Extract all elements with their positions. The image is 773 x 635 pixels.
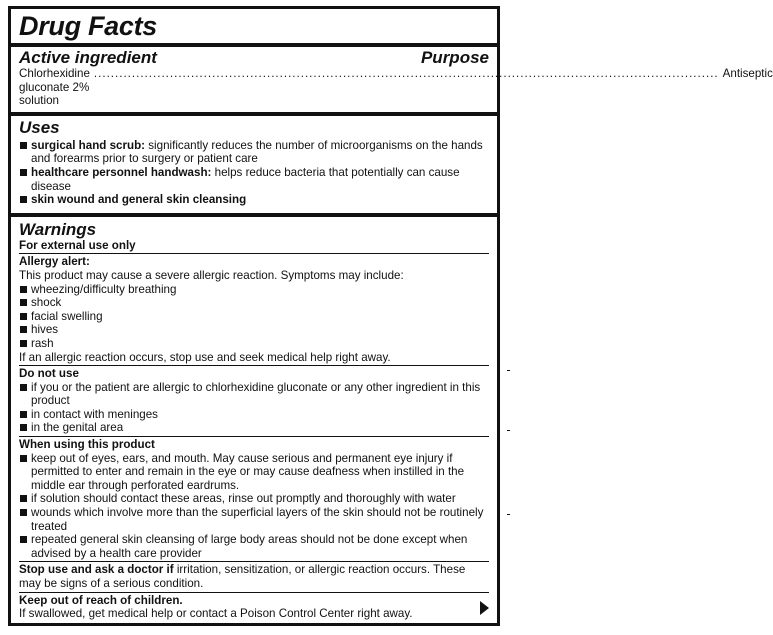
subsection-rule [19,592,489,593]
page-title: Drug Facts [19,11,158,41]
purpose-heading: Purpose [420,48,489,67]
list-item: if solution should contact these areas, rinse out promptly and thoroughly with water [19,492,489,506]
list-item: rash [19,337,489,351]
section-rule [11,112,497,116]
section-rule [11,213,497,217]
active-ingredient-heading: Active ingredient [19,48,157,67]
when-using-list [19,452,489,561]
list-item: shock [19,296,489,310]
use-label: surgical hand scrub: [31,138,146,152]
list-item [19,166,489,193]
use-text: significantly reduces the number of microorganisms on the hands and forearms prior to surgery or patient care [31,138,483,166]
title-rule [11,43,497,47]
edge-tick [507,430,510,431]
stop-use-paragraph [19,563,489,590]
allergy-outro: If an allergic reaction occurs, stop use and seek medical help right away. [19,350,391,364]
edge-tick [507,514,510,515]
stop-use-heading: Stop use and ask a doctor if [19,563,174,577]
list-item: repeated general skin cleansing of large body areas should not be done except when advised by a health care provider [19,533,489,560]
list-item: keep out of eyes, ears, and mouth. May cause serious and permanent eye injury if permitted to enter and remain in the eye or may cause deafness when instilled in the middle ear through perforated eardrums. [19,452,489,493]
when-using-heading: When using this product [19,438,155,452]
subsection-rule [19,436,489,437]
keep-out-text: If swallowed, get medical help or contact a Poison Control Center right away. [19,607,413,621]
use-label: healthcare personnel handwash: [31,165,212,179]
allergy-alert-heading: Allergy alert: [19,255,90,269]
ingredient-purpose: Antiseptic [722,67,773,80]
list-item [19,139,489,166]
keep-out-heading: Keep out of reach of children. [19,593,183,607]
list-item: hives [19,323,489,337]
warnings-heading: Warnings [19,219,97,239]
list-item: in the genital area [19,421,489,435]
list-item: facial swelling [19,310,489,324]
continue-arrow-icon [480,601,489,615]
uses-list [19,139,489,207]
list-item: if you or the patient are allergic to chlorhexidine gluconate or any other ingredient in this product [19,381,489,408]
stop-use-text: irritation, sensitization, or allergic reaction occurs. These may be signs of a serious condition. [19,563,466,590]
uses-heading: Uses [19,117,60,137]
leader-dots: .................................................................................................................................................... [93,67,719,80]
list-item: in contact with meninges [19,408,489,422]
subsection-rule [19,253,489,254]
do-not-use-heading: Do not use [19,367,79,381]
active-ingredient-header [19,49,489,67]
active-ingredient-row [19,67,773,108]
external-use-note: For external use only [19,238,136,252]
allergy-intro: This product may cause a severe allergic reaction. Symptoms may include: [19,268,404,282]
list-item [19,193,489,207]
drug-facts-panel [8,6,773,626]
list-item: wounds which involve more than the superficial layers of the skin should not be routinely treated [19,506,489,533]
do-not-use-list [19,381,489,435]
allergy-symptoms-list [19,283,489,351]
subsection-rule [19,365,489,366]
list-item: wheezing/difficulty breathing [19,283,489,297]
edge-tick [507,370,510,371]
use-label: skin wound and general skin cleansing [31,193,247,207]
ingredient-name: Chlorhexidine gluconate 2% solution [19,67,90,108]
use-text: helps reduce bacteria that potentially can cause disease [31,165,460,193]
subsection-rule [19,561,489,562]
